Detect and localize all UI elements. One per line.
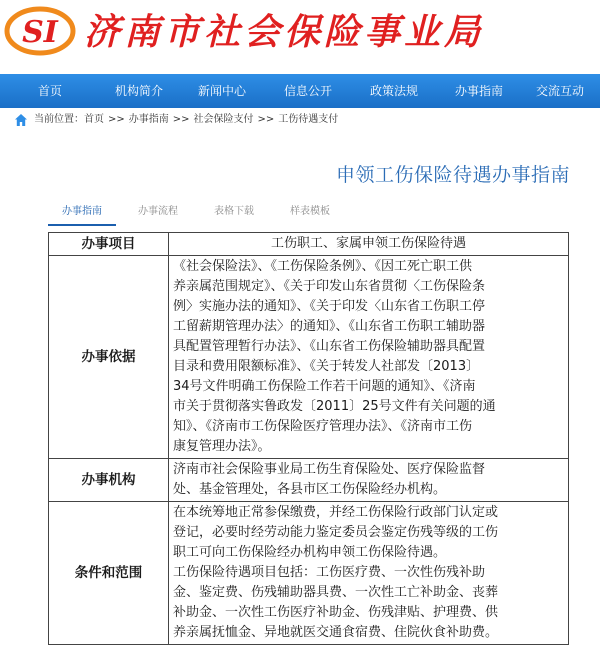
value-line: 工留薪期管理办法〉的通知》、《山东省工伤职工辅助器 (173, 319, 486, 334)
row-value (169, 233, 569, 256)
tab-process[interactable]: 办事流程 (124, 200, 192, 226)
table-row (49, 502, 569, 645)
nav-item-policy[interactable]: 政策法规 (369, 84, 418, 98)
site-banner (0, 0, 600, 74)
main-nav (0, 74, 600, 108)
value-line: 例〉实施办法的通知》、《关于印发〈山东省工伤职工停 (173, 299, 486, 314)
value-line: 具配置管理暂行办法》、《山东省工伤保险辅助器具配置 (173, 339, 486, 354)
nav-item-interact[interactable]: 交流互动 (535, 84, 584, 98)
value-line: 知》、《济南市工伤保险医疗管理办法》、《济南市工伤 (173, 419, 473, 434)
value-line: 市关于贯彻落实鲁政发〔2011〕25号文件有关问题的通 (173, 399, 496, 414)
value-line: 登记，必要时经劳动能力鉴定委员会鉴定伤残等级的工伤 (173, 525, 499, 540)
value-line: 目录和费用限额标准》、《关于转发人社部发〔2013〕 (173, 359, 480, 374)
value-line: 34号文件明确工伤保险工作若干问题的通知》、《济南 (173, 379, 476, 394)
value-line: 康复管理办法》。 (173, 439, 271, 454)
nav-item-info[interactable]: 信息公开 (283, 84, 332, 98)
page-title: 申领工伤保险待遇办事指南 (335, 164, 570, 186)
breadcrumb-current[interactable]: 工伤待遇支付 (278, 114, 339, 125)
guide-tabs (48, 200, 518, 226)
value-line: 工伤职工、家属申领工伤保险待遇 (270, 236, 466, 251)
logo-text: SI (22, 15, 58, 50)
tab-forms[interactable]: 表格下载 (200, 200, 268, 226)
value-line: 在本统筹地正常参保缴费，并经工伤保险行政部门认定或 (173, 505, 499, 520)
value-line: 济南市社会保险事业局工伤生育保险处、医疗保险监督 (173, 462, 486, 477)
table-row (49, 459, 569, 502)
breadcrumb-home[interactable]: 首页 (84, 114, 104, 125)
home-icon (14, 113, 28, 127)
breadcrumb-separator: >> (108, 114, 125, 125)
tab-guide[interactable]: 办事指南 (48, 200, 116, 226)
row-value (169, 256, 569, 459)
nav-item-home[interactable]: 首页 (37, 84, 62, 98)
logo-icon (4, 6, 76, 56)
row-value (169, 502, 569, 645)
row-label: 办事项目 (49, 233, 169, 256)
row-label: 条件和范围 (49, 502, 169, 645)
value-line: 养亲属范围规定》、《关于印发山东省贯彻〈工伤保险条 (173, 279, 486, 294)
value-line: 职工可向工伤保险经办机构申领工伤保险待遇。 (173, 545, 447, 560)
breadcrumb-guide[interactable]: 办事指南 (128, 114, 169, 125)
value-line: 养亲属抚恤金、异地就医交通食宿费、住院伙食补助费。 (173, 625, 499, 640)
value-line: 处、基金管理处，各县市区工伤保险经办机构。 (173, 482, 447, 497)
guide-table (48, 232, 569, 645)
breadcrumb-separator: >> (172, 114, 190, 125)
row-label: 办事机构 (49, 459, 169, 502)
table-row (49, 256, 569, 459)
nav-item-guide[interactable]: 办事指南 (454, 84, 503, 98)
breadcrumb (14, 110, 338, 130)
row-value (169, 459, 569, 502)
nav-item-about[interactable]: 机构简介 (114, 84, 163, 98)
site-title: 济南市社会保险事业局 (84, 11, 485, 53)
nav-item-news[interactable]: 新闻中心 (197, 84, 246, 98)
breadcrumb-payment[interactable]: 社会保险支付 (193, 114, 254, 125)
value-line: 金、鉴定费、伤残辅助器具费、一次性工亡补助金、丧葬 (173, 585, 499, 600)
row-label: 办事依据 (49, 256, 169, 459)
breadcrumb-separator: >> (257, 114, 275, 125)
value-line: 《社会保险法》、《工伤保险条例》、《因工死亡职工供 (173, 259, 473, 274)
value-line: 补助金、一次性工伤医疗补助金、伤残津贴、护理费、供 (173, 605, 499, 620)
table-row (49, 233, 569, 256)
breadcrumb-prefix: 当前位置： (34, 114, 84, 125)
tab-samples[interactable]: 样表模板 (276, 200, 344, 226)
value-line: 工伤保险待遇项目包括：工伤医疗费、一次性伤残补助 (173, 565, 486, 580)
